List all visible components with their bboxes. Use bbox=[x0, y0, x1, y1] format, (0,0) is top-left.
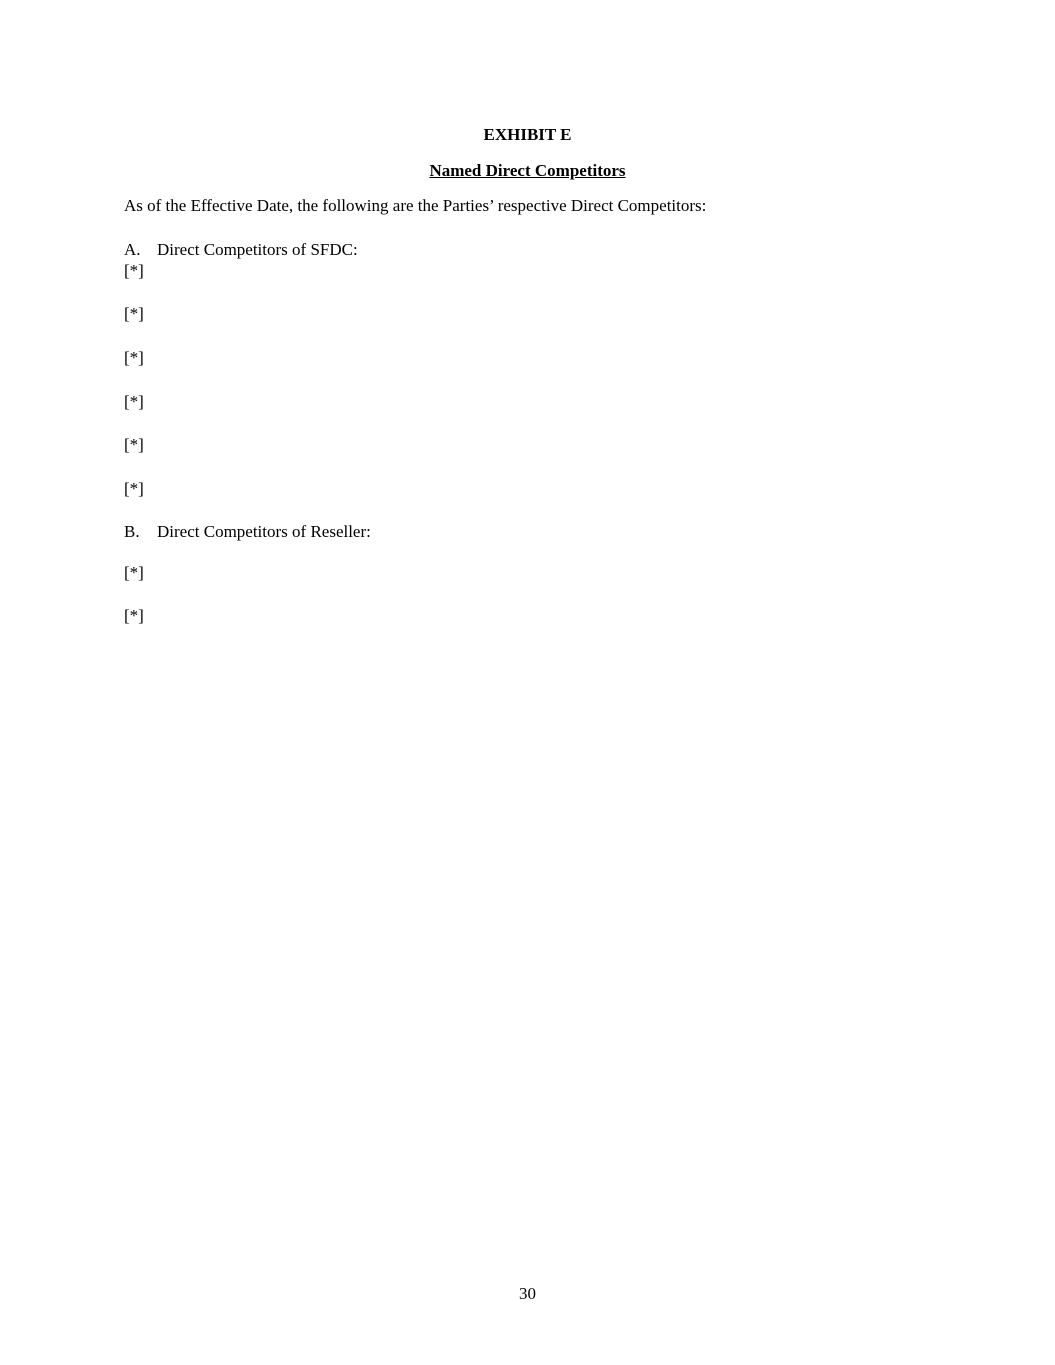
redacted-item: [*] bbox=[124, 304, 144, 323]
redacted-item: [*] bbox=[124, 563, 144, 582]
page-number: 30 bbox=[519, 1284, 536, 1303]
section-b-letter: B. bbox=[124, 522, 140, 541]
section-a-title: Direct Competitors of SFDC: bbox=[157, 240, 358, 259]
redacted-item: [*] bbox=[124, 479, 144, 498]
intro-paragraph: As of the Effective Date, the following are the Parties’ respective Direct Competitors: bbox=[124, 196, 707, 215]
section-a-letter: A. bbox=[124, 240, 141, 259]
redacted-item: [*] bbox=[124, 435, 144, 454]
section-b-title: Direct Competitors of Reseller: bbox=[157, 522, 371, 541]
section-title: Named Direct Competitors bbox=[429, 161, 626, 180]
redacted-item: [*] bbox=[124, 261, 144, 280]
redacted-item: [*] bbox=[124, 606, 144, 625]
section-b-heading bbox=[124, 523, 371, 540]
redacted-item: [*] bbox=[124, 392, 144, 411]
section-a-heading bbox=[124, 241, 358, 258]
redacted-item: [*] bbox=[124, 348, 144, 367]
exhibit-title: EXHIBIT E bbox=[483, 125, 572, 144]
